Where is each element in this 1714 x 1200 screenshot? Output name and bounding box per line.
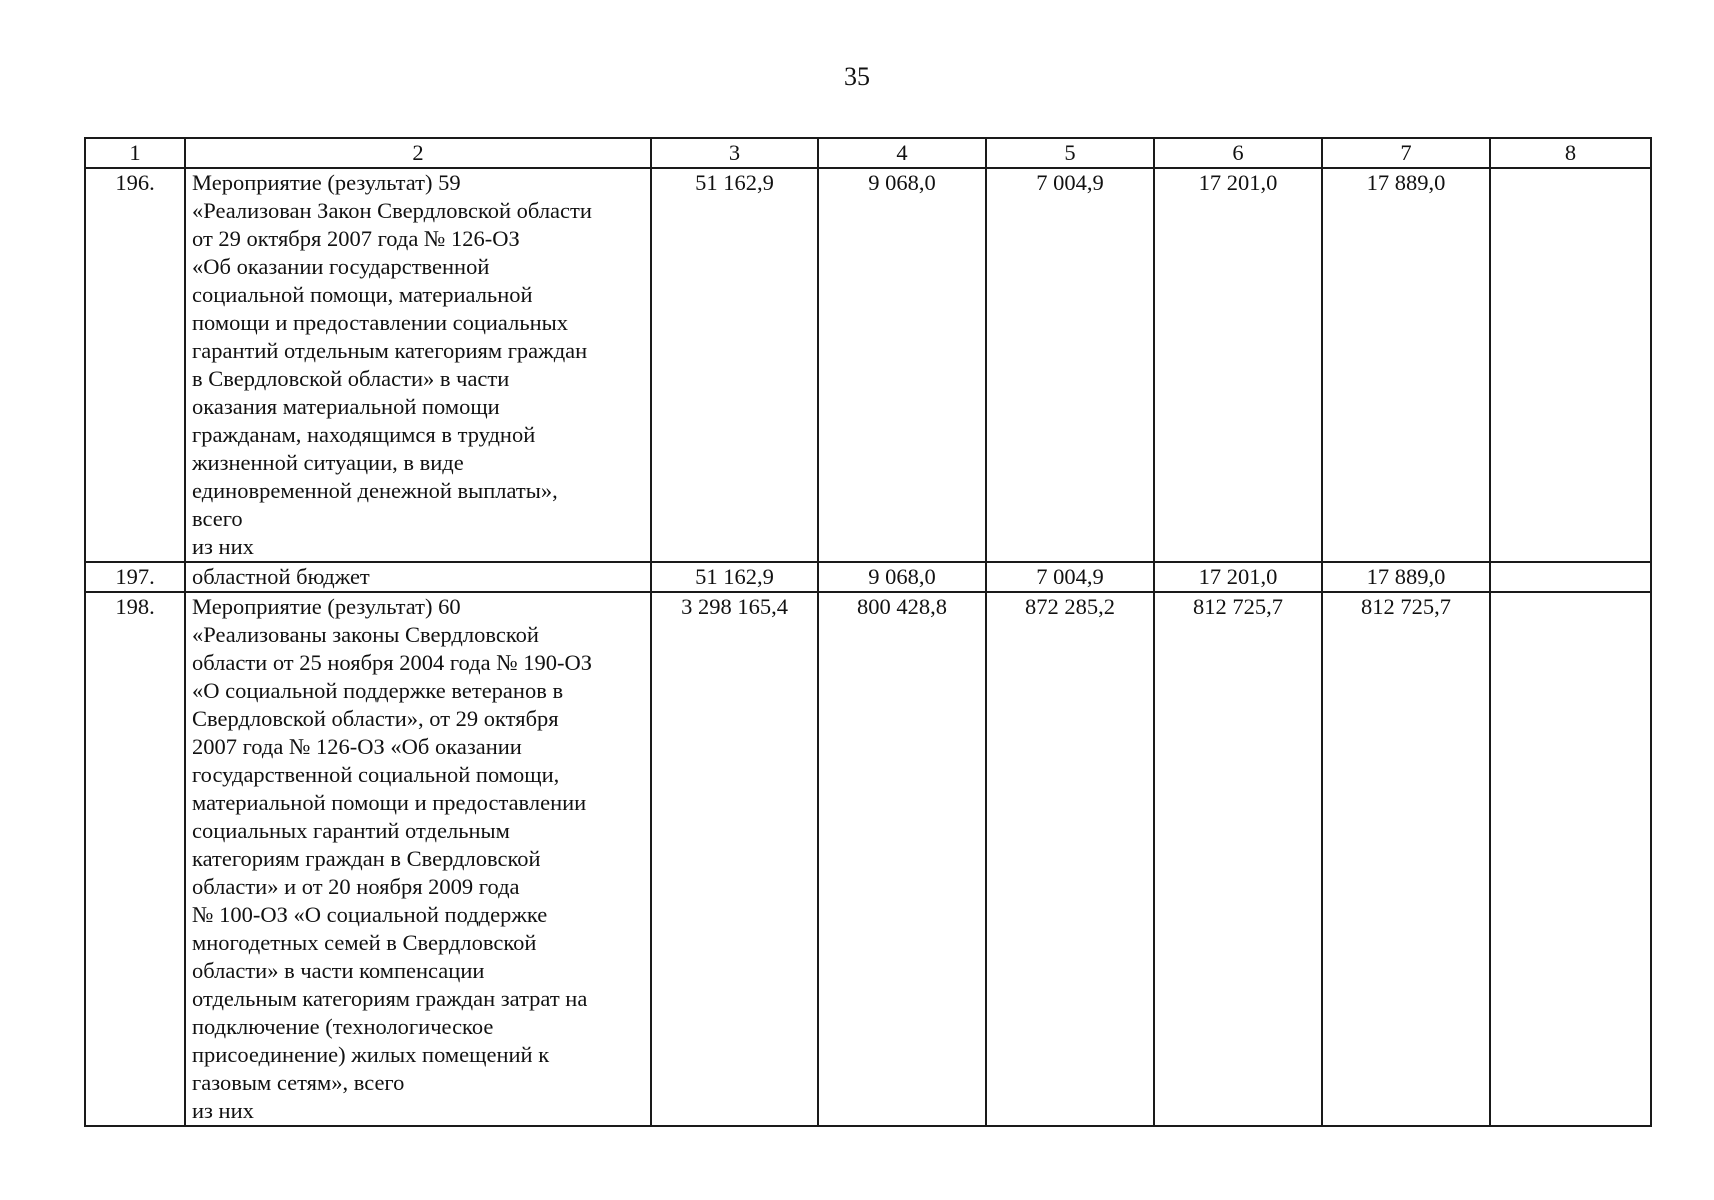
value-cell: 7 004,9 <box>986 562 1154 592</box>
value-cell: 812 725,7 <box>1322 592 1490 1126</box>
value-cell: 51 162,9 <box>651 168 818 562</box>
column-header-1: 1 <box>85 138 185 168</box>
value-cell: 800 428,8 <box>818 592 986 1126</box>
row-number: 196. <box>85 168 185 562</box>
row-description <box>185 562 651 592</box>
column-header-5: 5 <box>986 138 1154 168</box>
value-cell: 17 201,0 <box>1154 562 1322 592</box>
value-cell: 872 285,2 <box>986 592 1154 1126</box>
column-header-7: 7 <box>1322 138 1490 168</box>
value-cell: 51 162,9 <box>651 562 818 592</box>
value-cell-empty <box>1490 562 1651 592</box>
row-description <box>185 592 651 1126</box>
value-cell-empty <box>1490 168 1651 562</box>
value-cell: 3 298 165,4 <box>651 592 818 1126</box>
value-cell: 17 201,0 <box>1154 168 1322 562</box>
column-header-8: 8 <box>1490 138 1651 168</box>
page-number: 35 <box>844 62 870 91</box>
table-row <box>85 168 1651 562</box>
table-header <box>85 138 1651 168</box>
value-cell: 17 889,0 <box>1322 562 1490 592</box>
description-text: Мероприятие (результат) 60 «Реализованы законы Свердловской области от 25 ноября 2004 года № 190-ОЗ «О социальной поддержке ветеранов в Свердловской области», от 29 октября 2007 года № 126-ОЗ «Об оказании государственной социальной помощи, материальной помощи и предоставлении социальных гарантий отдельным категориям граждан в Свердловской области» и от 20 ноября 2009 года № 100-ОЗ «О социальной поддержке многодетных семей в Свердловской области» в части компенсации отдельным категориям граждан затрат на подключение (технологическое присоединение) жилых помещений к газовым сетям», всего из них <box>192 594 593 1123</box>
column-header-6: 6 <box>1154 138 1322 168</box>
value-cell-empty <box>1490 592 1651 1126</box>
column-header-3: 3 <box>651 138 818 168</box>
row-description <box>185 168 651 562</box>
value-cell: 7 004,9 <box>986 168 1154 562</box>
row-number: 198. <box>85 592 185 1126</box>
header-row <box>85 138 1651 168</box>
table-row <box>85 592 1651 1126</box>
description-text: областной бюджет <box>192 564 370 589</box>
column-header-4: 4 <box>818 138 986 168</box>
column-header-2: 2 <box>185 138 651 168</box>
row-number: 197. <box>85 562 185 592</box>
value-cell: 812 725,7 <box>1154 592 1322 1126</box>
value-cell: 17 889,0 <box>1322 168 1490 562</box>
value-cell: 9 068,0 <box>818 562 986 592</box>
value-cell: 9 068,0 <box>818 168 986 562</box>
budget-table <box>84 137 1652 1127</box>
description-text: Мероприятие (результат) 59 «Реализован Закон Свердловской области от 29 октября 2007 года № 126-ОЗ «Об оказании государственной социальной помощи, материальной помощи и предоставлении социальных гарантий отдельным категориям граждан в Свердловской области» в части оказания материальной помощи гражданам, находящимся в трудной жизненной ситуации, в виде единовременной денежной выплаты», всего из них <box>192 170 592 559</box>
table-row <box>85 562 1651 592</box>
